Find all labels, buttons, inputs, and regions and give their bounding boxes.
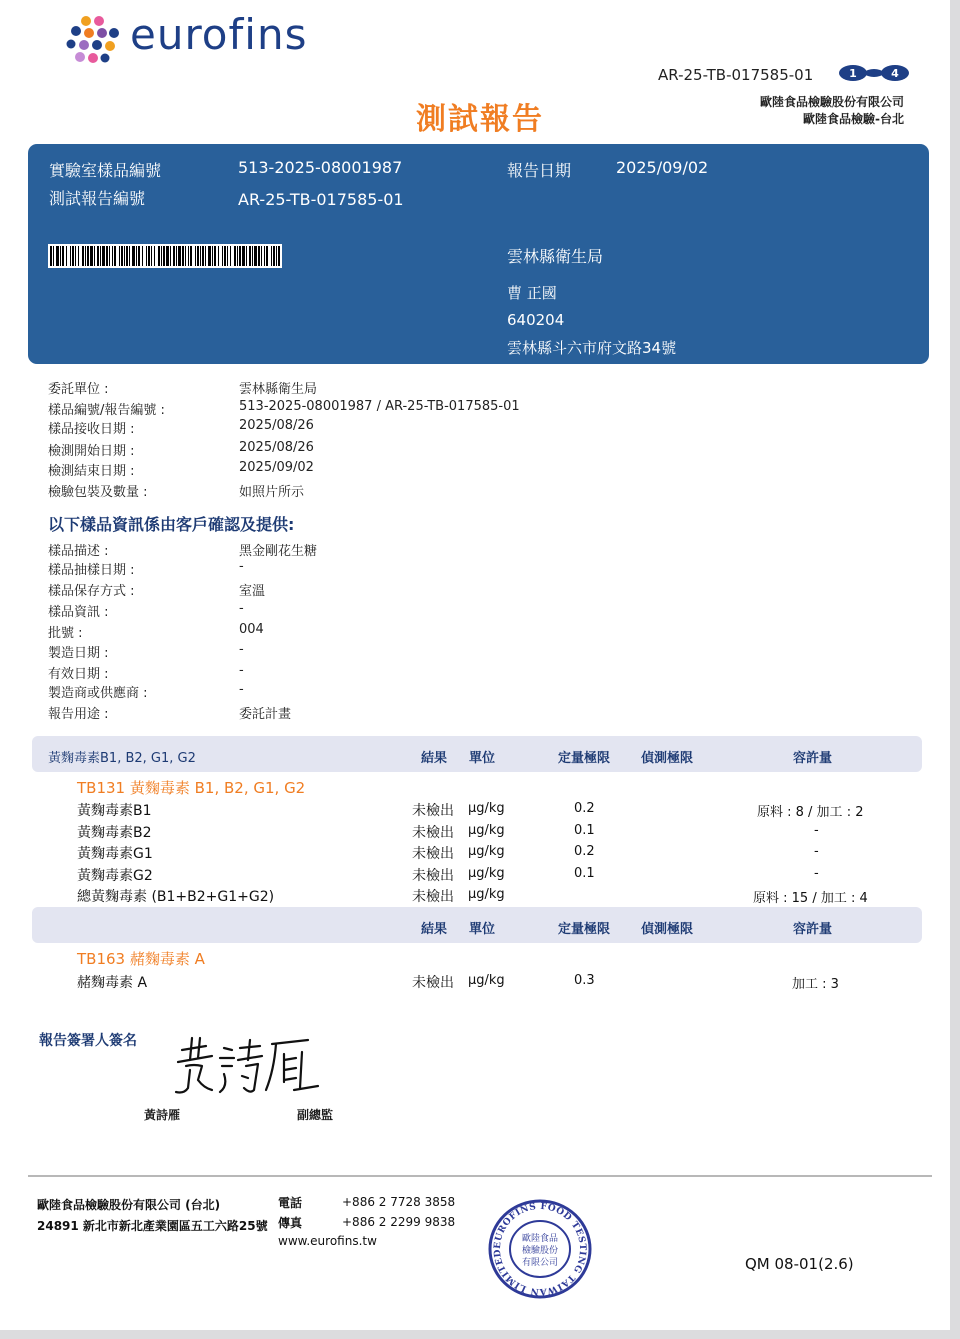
col-limit: 容許量 bbox=[793, 751, 833, 766]
info-label: 樣品編號/報告編號 : bbox=[48, 403, 165, 418]
signatory-name: 黃詩雁 bbox=[144, 1108, 181, 1122]
signatory-title: 副總監 bbox=[297, 1108, 334, 1122]
table-row-limit: 原料 : 8 / 加工 : 2 bbox=[757, 805, 864, 820]
test-group-title: TB163 赭麴毒素 A bbox=[77, 950, 205, 968]
table-row-result: 未檢出 bbox=[412, 846, 454, 862]
footer-fax: +886 2 2299 9838 bbox=[342, 1215, 456, 1229]
table-row-name: 黃麴毒素B1 bbox=[77, 803, 152, 819]
test-group-title: TB131 黃麴毒素 B1, B2, G1, G2 bbox=[77, 779, 306, 797]
footer-fax-label: 傳真 bbox=[278, 1216, 303, 1230]
form-code: QM 08-01(2.6) bbox=[745, 1255, 854, 1273]
report-summary-band bbox=[28, 144, 929, 364]
client-name: 雲林縣衛生局 bbox=[507, 247, 604, 266]
client-address: 雲林縣斗六市府文路34號 bbox=[507, 339, 677, 357]
info-label: 委託單位 : bbox=[48, 382, 109, 397]
table-row-name: 黃麴毒素B2 bbox=[77, 825, 152, 841]
table-row-limit: 原料 : 15 / 加工 : 4 bbox=[753, 891, 868, 906]
table-row-unit: μg/kg bbox=[468, 973, 505, 988]
table-row-name: 黃麴毒素G1 bbox=[77, 846, 153, 862]
table-row-result: 未檢出 bbox=[412, 975, 454, 991]
report-no-value: AR-25-TB-017585-01 bbox=[238, 190, 404, 209]
footer-address: 24891 新北市新北產業園區五工六路25號 bbox=[37, 1219, 268, 1233]
table-row-loq: 0.1 bbox=[574, 823, 595, 838]
col-unit: 單位 bbox=[469, 751, 496, 766]
col-lod: 偵測極限 bbox=[641, 922, 694, 937]
table-row-result: 未檢出 bbox=[412, 868, 454, 884]
table-row-unit: μg/kg bbox=[468, 866, 505, 881]
sample-info-label: 批號 : bbox=[48, 626, 83, 641]
sample-no-label: 實驗室樣品編號 bbox=[49, 161, 162, 180]
info-label: 檢驗包裝及數量 : bbox=[48, 485, 148, 500]
col-limit: 容許量 bbox=[793, 922, 833, 937]
table-row-loq: 0.2 bbox=[574, 801, 595, 816]
page-current: 1 bbox=[849, 67, 857, 80]
info-value: 如照片所示 bbox=[239, 485, 305, 500]
header-report-number: AR-25-TB-017585-01 bbox=[658, 66, 814, 84]
table-row-unit: μg/kg bbox=[468, 844, 505, 859]
info-value: 2025/09/02 bbox=[239, 460, 314, 475]
col-lod: 偵測極限 bbox=[641, 751, 694, 766]
sample-info-value: - bbox=[239, 559, 244, 574]
table-row-loq: 0.3 bbox=[574, 973, 595, 988]
col-result: 結果 bbox=[421, 751, 448, 766]
header-company: 歐陸食品檢驗股份有限公司 bbox=[759, 95, 904, 109]
svg-text:有限公司: 有限公司 bbox=[521, 1258, 559, 1268]
col-unit: 單位 bbox=[469, 922, 496, 937]
footer-company: 歐陸食品檢驗股份有限公司 (台北) bbox=[37, 1198, 221, 1212]
sample-info-value: - bbox=[239, 663, 244, 678]
table-row-limit: - bbox=[814, 823, 819, 838]
table-row-result: 未檢出 bbox=[412, 825, 454, 841]
sample-info-label: 樣品抽樣日期 : bbox=[48, 563, 135, 578]
signatory-label: 報告簽署人簽名 bbox=[39, 1033, 137, 1049]
sample-no-value: 513-2025-08001987 bbox=[238, 158, 403, 177]
col-loq: 定量極限 bbox=[558, 922, 611, 937]
table-row-limit: 加工 : 3 bbox=[792, 977, 839, 992]
table-row-limit: - bbox=[814, 844, 819, 859]
client-info-heading: 以下樣品資訊係由客戶確認及提供: bbox=[48, 515, 295, 534]
info-label: 檢測結束日期 : bbox=[48, 464, 135, 479]
sample-info-label: 製造日期 : bbox=[48, 646, 109, 661]
eurofins-logo-text: eurofins bbox=[130, 10, 308, 59]
barcode-icon bbox=[48, 244, 282, 268]
sample-info-value: 委託計畫 bbox=[239, 707, 292, 722]
document-title: 測試報告 bbox=[416, 102, 544, 137]
company-seal bbox=[486, 1197, 594, 1301]
sample-info-label: 樣品描述 : bbox=[48, 544, 109, 559]
table-row-loq: 0.1 bbox=[574, 866, 595, 881]
footer-website: www.eurofins.tw bbox=[278, 1234, 377, 1248]
table-row-name: 赭麴毒素 A bbox=[77, 975, 148, 991]
info-value: 雲林縣衛生局 bbox=[239, 382, 318, 397]
info-value: 2025/08/26 bbox=[239, 418, 314, 433]
sample-info-value: - bbox=[239, 682, 244, 697]
info-label: 樣品接收日期 : bbox=[48, 422, 135, 437]
sample-info-label: 樣品保存方式 : bbox=[48, 584, 135, 599]
svg-text:歐陸食品: 歐陸食品 bbox=[521, 1234, 559, 1244]
report-date-label: 報告日期 bbox=[507, 161, 572, 180]
table-row-unit: μg/kg bbox=[468, 823, 505, 838]
header-company-branch: 歐陸食品檢驗-台北 bbox=[803, 112, 904, 126]
sample-info-label: 報告用途 : bbox=[48, 707, 109, 722]
sample-info-label: 樣品資訊 : bbox=[48, 605, 109, 620]
svg-text:EUROFINS FOOD TESTING TAIWAN L: EUROFINS FOOD TESTING TAIWAN LIMITED bbox=[492, 1201, 588, 1297]
page-total: 4 bbox=[891, 67, 899, 80]
postal-code: 640204 bbox=[507, 311, 565, 329]
table-row-limit: - bbox=[814, 866, 819, 881]
footer-tel: +886 2 7728 3858 bbox=[342, 1195, 456, 1209]
page-indicator bbox=[838, 64, 910, 82]
table-row-name: 黃麴毒素G2 bbox=[77, 868, 153, 884]
info-label: 檢測開始日期 : bbox=[48, 444, 135, 459]
handwritten-signature bbox=[168, 1030, 328, 1100]
sample-info-value: - bbox=[239, 642, 244, 657]
contact-person: 曹 正國 bbox=[507, 284, 557, 302]
table-row-result: 未檢出 bbox=[412, 889, 454, 905]
col-result: 結果 bbox=[421, 922, 448, 937]
info-value: 513-2025-08001987 / AR-25-TB-017585-01 bbox=[239, 399, 520, 414]
table-row-name: 總黃麴毒素 (B1+B2+G1+G2) bbox=[77, 889, 275, 905]
footer-tel-label: 電話 bbox=[278, 1196, 303, 1210]
info-value: 2025/08/26 bbox=[239, 440, 314, 455]
col-loq: 定量極限 bbox=[558, 751, 611, 766]
sample-info-value: 室溫 bbox=[239, 584, 266, 599]
sample-info-label: 有效日期 : bbox=[48, 667, 109, 682]
sample-info-label: 製造商或供應商 : bbox=[48, 686, 148, 701]
sample-info-value: 黑金剛花生糖 bbox=[239, 544, 318, 559]
sample-info-value: - bbox=[239, 601, 244, 616]
table-row-result: 未檢出 bbox=[412, 803, 454, 819]
report-date-value: 2025/09/02 bbox=[616, 158, 709, 177]
svg-text:檢驗股份: 檢驗股份 bbox=[521, 1246, 559, 1256]
sample-info-value: 004 bbox=[239, 622, 264, 637]
eurofins-logo-icon bbox=[66, 14, 122, 66]
table-title: 黃麴毒素B1, B2, G1, G2 bbox=[48, 751, 196, 766]
table-row-loq: 0.2 bbox=[574, 844, 595, 859]
report-no-label: 測試報告編號 bbox=[49, 189, 146, 208]
table-row-unit: μg/kg bbox=[468, 801, 505, 816]
table-row-unit: μg/kg bbox=[468, 887, 505, 902]
footer-divider bbox=[28, 1175, 932, 1177]
